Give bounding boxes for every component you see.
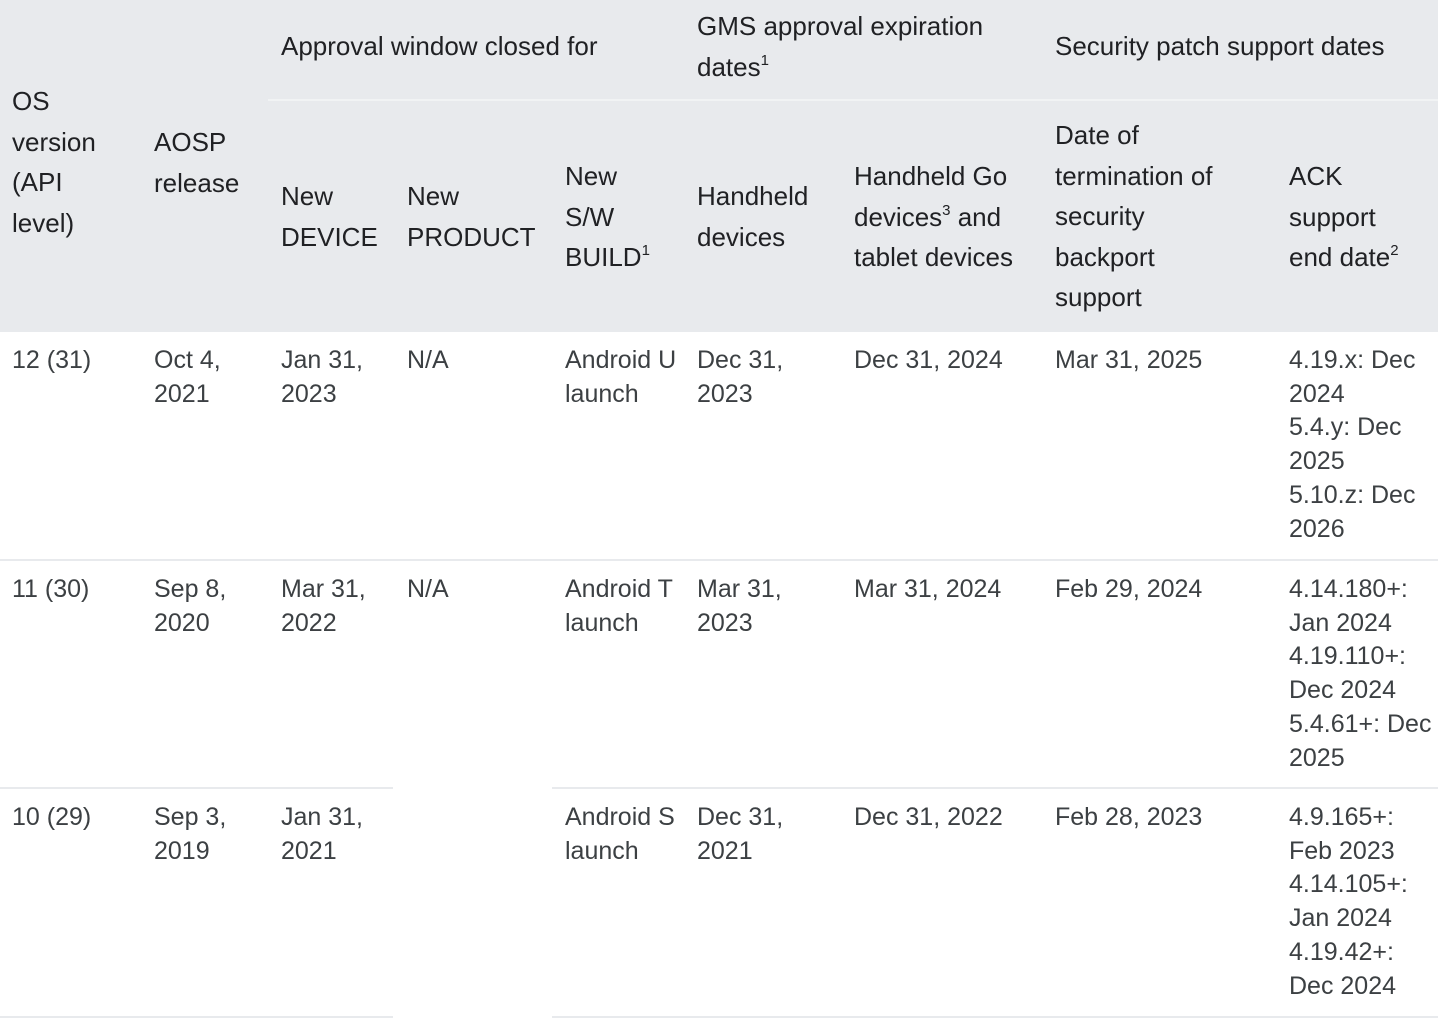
cell-handheld-go: Dec 31, 2024 <box>854 346 1003 374</box>
header-tablet-text: and tablet devices <box>854 201 1013 272</box>
header-ack-end-date <box>1289 156 1399 278</box>
header-new-product: New PRODUCT <box>407 181 536 252</box>
header-new-device: New DEVICE <box>281 181 378 252</box>
cell-termination: Feb 29, 2024 <box>1055 575 1203 603</box>
cell-aosp-release: Sep 3, 2019 <box>154 803 227 865</box>
cell-ack: 4.14.180+: Jan 2024 4.19.110+: Dec 2024 5.4.61+: Dec 2025 <box>1289 575 1432 772</box>
cell-new-sw-build: Android S launch <box>565 803 675 865</box>
footnote-1: 1 <box>641 242 650 260</box>
cell-new-product: N/A <box>407 575 449 603</box>
row-divider <box>0 559 1438 561</box>
cell-new-product: N/A <box>407 346 449 374</box>
cell-new-device: Jan 31, 2021 <box>281 803 364 865</box>
header-handheld-go-text: Handheld Go devices <box>854 161 1008 232</box>
header-handheld-go-tablet <box>854 156 1013 278</box>
header-group-divider <box>268 99 1438 101</box>
cell-handheld-go: Mar 31, 2024 <box>854 575 1002 603</box>
header-gms-expiration <box>697 6 983 87</box>
row-divider <box>552 787 1438 789</box>
footnote-2: 2 <box>1390 242 1399 260</box>
header-os-version: OS version (API level) <box>12 86 96 238</box>
row-divider <box>0 1016 393 1018</box>
header-ack-text: ACK support end date <box>1289 161 1391 272</box>
cell-os-version: 10 (29) <box>12 803 92 831</box>
cell-termination: Feb 28, 2023 <box>1055 803 1203 831</box>
cell-termination: Mar 31, 2025 <box>1055 346 1203 374</box>
cell-handheld: Dec 31, 2023 <box>697 346 784 408</box>
header-new-sw-build-text: New S/W BUILD <box>565 161 642 272</box>
header-security-patch: Security patch support dates <box>1055 31 1385 61</box>
footnote-3: 3 <box>942 201 951 219</box>
cell-aosp-release: Sep 8, 2020 <box>154 575 227 637</box>
header-termination-date: Date of termination of security backport support <box>1055 120 1213 312</box>
header-approval-window: Approval window closed for <box>281 31 598 61</box>
row-divider <box>552 1016 1438 1018</box>
cell-new-sw-build: Android T launch <box>565 575 673 637</box>
cell-handheld-go: Dec 31, 2022 <box>854 803 1003 831</box>
cell-handheld: Mar 31, 2023 <box>697 575 782 637</box>
cell-ack: 4.19.x: Dec 2024 5.4.y: Dec 2025 5.10.z: Dec 2026 <box>1289 346 1416 543</box>
cell-new-sw-build: Android U launch <box>565 346 677 408</box>
footnote-1: 1 <box>760 51 769 69</box>
header-aosp-release: AOSP release <box>154 127 240 198</box>
header-new-sw-build <box>565 156 650 278</box>
cell-ack: 4.9.165+: Feb 2023 4.14.105+: Jan 2024 4.19.42+: Dec 2024 <box>1289 803 1408 1000</box>
header-gms-expiration-text: GMS approval expiration dates <box>697 11 984 82</box>
cell-new-device: Mar 31, 2022 <box>281 575 366 637</box>
header-handheld-devices: Handheld devices <box>697 181 809 252</box>
cell-os-version: 12 (31) <box>12 346 92 374</box>
cell-aosp-release: Oct 4, 2021 <box>154 346 221 408</box>
cell-os-version: 11 (30) <box>12 575 90 603</box>
cell-handheld: Dec 31, 2021 <box>697 803 784 865</box>
row-divider <box>0 787 393 789</box>
cell-new-device: Jan 31, 2023 <box>281 346 364 408</box>
